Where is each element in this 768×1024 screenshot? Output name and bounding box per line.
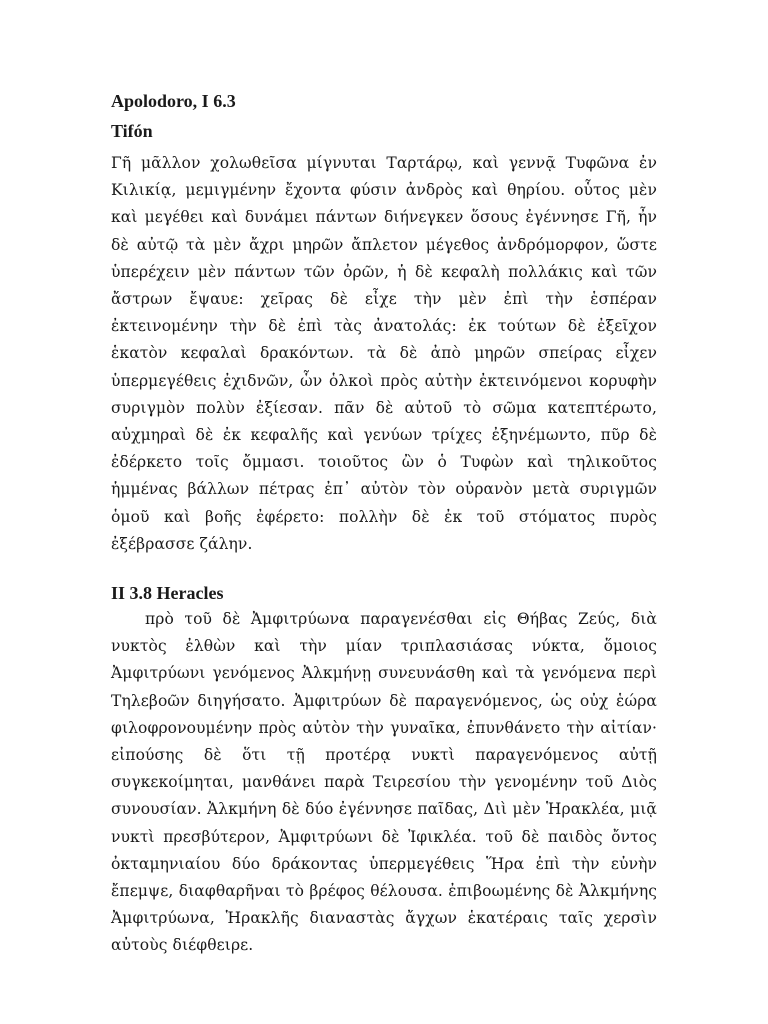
document-title: Apolodoro, I 6.3 (111, 91, 236, 111)
document-page (111, 86, 657, 960)
section-heading: II 3.8 Heracles (111, 583, 224, 604)
paragraph-heracles: πρὸ τοῦ δὲ Ἀμφιτρύωνα παραγενέσθαι εἰς Θήβας Ζεύς, διὰ νυκτὸς ἐλθὼν καὶ τὴν μίαν τριπλασιάσας νύκτα, ὅμοιος Ἀμφιτρύωνι γενόμενος Ἀλκμήνῃ συνευνάσθη καὶ τὰ γενόμενα περὶ Τηλεβοῶν διηγήσατο. Ἀμφιτρύων δὲ παραγενόμενος, ὡς οὐχ ἑώρα φιλοφρονουμένην πρὸς αὐτὸν τὴν γυναῖκα, ἐπυνθάνετο τὴν αἰτίαν· εἰπούσης δὲ ὅτι τῇ προτέρᾳ νυκτὶ παραγενόμενος αὐτῇ συγκεκοίμηται, μανθάνει παρὰ Τειρεσίου τὴν γενομένην τοῦ Διὸς συνουσίαν. Ἀλκμήνη δὲ δύο ἐγέννησε παῖδας, Διὶ μὲν Ἡρακλέα, μιᾷ νυκτὶ πρεσβύτερον, Ἀμφιτρύωνι δὲ Ἰφικλέα. τοῦ δὲ παιδὸς ὄντος ὀκταμηνιαίου δύο δράκοντας ὑπερμεγέθεις Ἥρα ἐπὶ τὴν εὐνὴν ἔπεμψε, διαφθαρῆναι τὸ βρέφος θέλουσα. ἐπιβοωμένης δὲ Ἀλκμήνης Ἀμφιτρύωνα, Ἡρακλῆς διαναστὰς ἄγχων ἑκατέραις ταῖς χερσὶν αὐτοὺς διέφθειρε. (111, 610, 657, 955)
paragraph-typhon: Γῆ μᾶλλον χολωθεῖσα μίγνυται Ταρτάρῳ, καὶ γεννᾷ Τυφῶνα ἐν Κιλικίᾳ, μεμιγμένην ἔχοντα φύσιν ἀνδρὸς καὶ θηρίου. οὗτος μὲν καὶ μεγέθει καὶ δυνάμει πάντων διήνεγκεν ὅσους ἐγέννησε Γῆ, ἦν δὲ αὐτῷ τὰ μὲν ἄχρι μηρῶν ἄπλετον μέγεθος ἀνδρόμορφον, ὥστε ὑπερέχειν μὲν πάντων τῶν ὀρῶν, ἡ δὲ κεφαλὴ πολλάκις καὶ τῶν ἄστρων ἔψαυε: χεῖρας δὲ εἶχε τὴν μὲν ἐπὶ τὴν ἑσπέραν ἐκτεινομένην τὴν δὲ ἐπὶ τὰς ἀνατολάς: ἐκ τούτων δὲ ἐξεῖχον ἑκατὸν κεφαλαὶ δρακόντων. τὰ δὲ ἀπὸ μηρῶν σπείρας εἶχεν ὑπερμεγέθεις ἐχιδνῶν, ὧν ὁλκοὶ πρὸς αὐτὴν ἐκτεινόμενοι κορυφὴν συριγμὸν πολὺν ἐξίεσαν. πᾶν δὲ αὐτοῦ τὸ σῶμα κατεπτέρωτο, αὐχμηραὶ δὲ ἐκ κεφαλῆς καὶ γενύων τρίχες ἐξηνέμωντο, πῦρ δὲ ἐδέρκετο τοῖς ὄμμασι. τοιοῦτος ὢν ὁ Τυφὼν καὶ τηλικοῦτος ἡμμένας βάλλων πέτρας ἐπ᾽ αὐτὸν τὸν οὐρανὸν μετὰ συριγμῶν ὁμοῦ καὶ βοῆς ἐφέρετο: πολλὴν δὲ ἐκ τοῦ στόματος πυρὸς ἐξέβρασσε ζάλην. (111, 154, 657, 553)
section-heracles (111, 580, 657, 960)
document-subtitle: Tifón (111, 121, 153, 141)
